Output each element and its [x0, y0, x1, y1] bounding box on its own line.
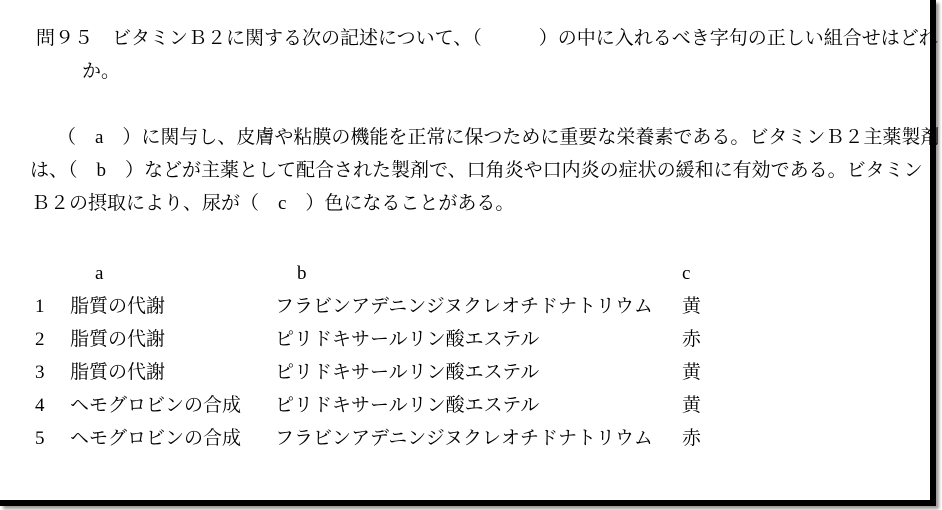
passage	[30, 121, 940, 220]
choice-number: 4	[35, 395, 45, 416]
question-text-line2: か。	[82, 61, 121, 82]
choice-a-value: ヘモグロビンの合成	[70, 395, 242, 416]
header-b: b	[297, 263, 307, 284]
choice-number: 1	[35, 296, 45, 317]
choice-b-value: ピリドキサールリン酸エステル	[275, 329, 540, 350]
header-c: c	[682, 263, 691, 284]
choice-a-value: ヘモグロビンの合成	[70, 428, 242, 449]
choice-number: 5	[35, 428, 45, 449]
header-spacer	[30, 257, 70, 290]
choice-row-3	[30, 356, 930, 389]
choices-table	[30, 257, 930, 455]
choice-c-value: 赤	[682, 329, 702, 350]
choice-a-value: 脂質の代謝	[70, 329, 166, 350]
passage-line1: （ a ）に関与し、皮膚や粘膜の機能を正常に保つために重要な栄養素である。ビタミンＢ２主薬製剤	[57, 127, 940, 148]
choices-header-row	[30, 257, 930, 290]
choice-c-value: 黄	[682, 362, 702, 383]
header-a: a	[95, 263, 104, 284]
passage-line2: は、（ b ）などが主薬として配合された製剤で、口角炎や口内炎の症状の緩和に有効である。ビタミン	[30, 160, 923, 181]
question-text-line1: 問９５ ビタミンＢ２に関する次の記述について、（ ）の中に入れるべき字句の正しい組合せはどれ	[36, 28, 938, 49]
choice-row-1	[30, 290, 930, 323]
choice-a-value: 脂質の代謝	[70, 296, 166, 317]
choice-number: 2	[35, 329, 45, 350]
choice-row-5	[30, 422, 930, 455]
choice-b-value: ピリドキサールリン酸エステル	[275, 395, 540, 416]
choice-c-value: 黄	[682, 296, 702, 317]
choice-number: 3	[35, 362, 45, 383]
choice-b-value: フラビンアデニンジヌクレオチドナトリウム	[275, 296, 653, 317]
choice-b-value: フラビンアデニンジヌクレオチドナトリウム	[275, 428, 653, 449]
choice-row-2	[30, 323, 930, 356]
choice-c-value: 赤	[682, 428, 702, 449]
passage-line3: Ｂ２の摂取により、尿が（ c ）色になることがある。	[31, 193, 515, 214]
choice-row-4	[30, 389, 930, 422]
choice-c-value: 黄	[682, 395, 702, 416]
choice-a-value: 脂質の代謝	[70, 362, 166, 383]
question-block	[30, 22, 940, 455]
choice-b-value: ピリドキサールリン酸エステル	[275, 362, 540, 383]
